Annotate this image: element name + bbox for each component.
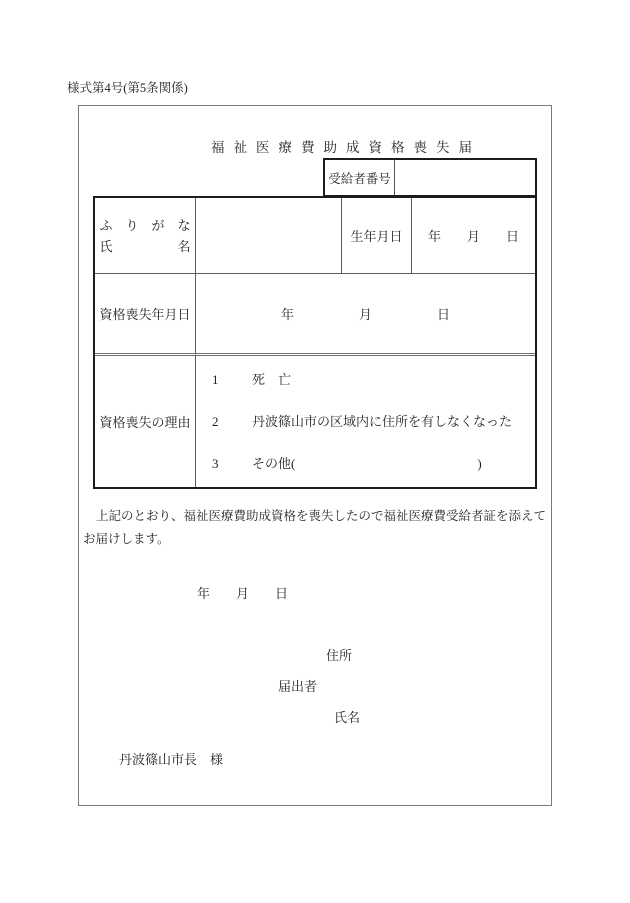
submitter-label: 届出者 [278, 679, 318, 694]
name-value-cell [196, 198, 342, 274]
reason-option-other [212, 453, 482, 472]
birth-date-label: 生年月日 [342, 198, 412, 274]
declaration-text: 上記のとおり、福祉医療費助成資格を喪失したので福祉医療費受給者証を添えてお届けします。 [83, 509, 547, 546]
form-table [93, 196, 537, 489]
submitter-address-label: 住所 [326, 648, 353, 663]
submitter-name-label: 氏名 [334, 710, 361, 725]
recipient-number-label: 受給者番号 [325, 160, 395, 195]
form-number: 様式第4号(第5条関係) [67, 81, 188, 95]
furigana-name-label [95, 198, 196, 274]
birth-date-value-cell: 年 月 日 [412, 198, 535, 274]
reason-option-number: 3 [212, 456, 219, 471]
recipient-number-box [323, 158, 537, 197]
loss-reason-label: 資格喪失の理由 [95, 353, 196, 487]
reason-option-number: 2 [212, 414, 219, 429]
reason-option-death [212, 369, 291, 388]
reason-option-number: 1 [212, 372, 219, 387]
reason-option-moved [212, 411, 512, 430]
recipient-number-value [395, 160, 535, 195]
reason-option-text: 丹波篠山市の区域内に住所を有しなくなった [252, 414, 513, 429]
form-title: 福祉医療費助成資格喪失届 [211, 140, 481, 155]
loss-reason-options [196, 353, 535, 487]
loss-date-label: 資格喪失年月日 [95, 274, 196, 353]
submission-date-line: 年 月 日 [197, 586, 289, 601]
reason-option-text: その他( ) [252, 456, 482, 471]
reason-option-text: 死 亡 [252, 372, 292, 387]
shimei-label: 氏 名 [99, 238, 191, 254]
furigana-label: ふ り が な [99, 217, 191, 233]
form-page-border [78, 105, 552, 806]
addressee-line: 丹波篠山市長 様 [119, 752, 224, 767]
loss-date-value-cell: 年 月 日 [280, 307, 450, 322]
